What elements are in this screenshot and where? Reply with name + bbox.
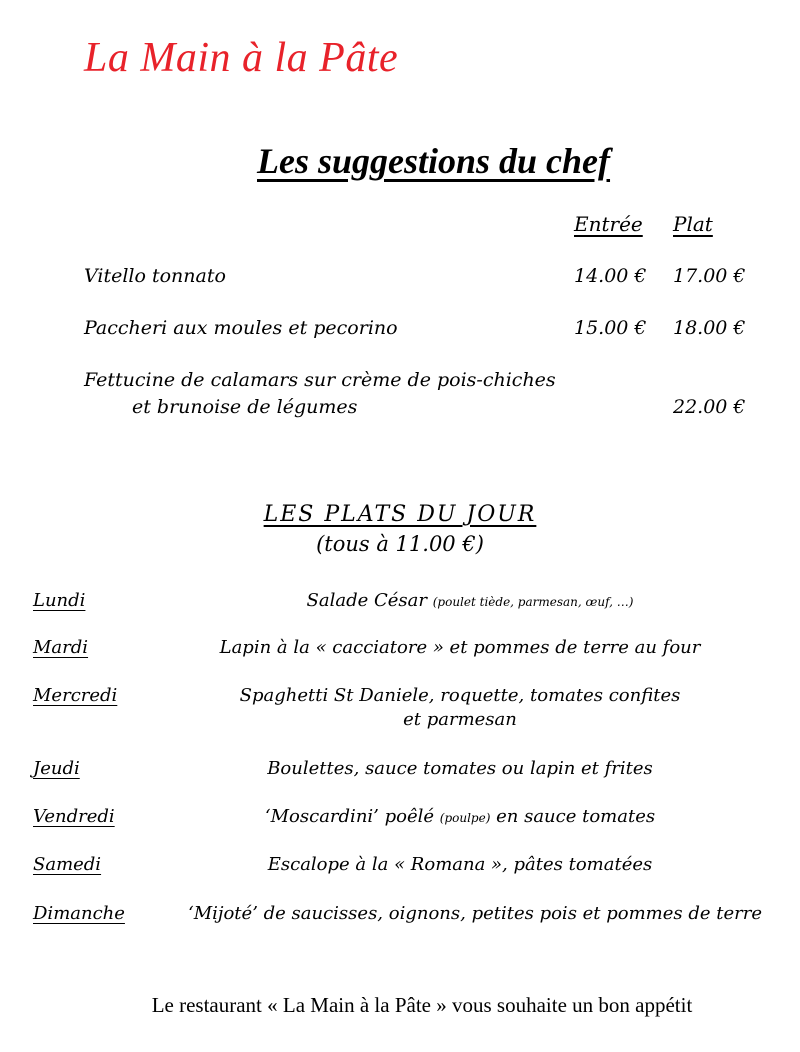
footer-message: Le restaurant « La Main à la Pâte » vous souhaite un bon appétit	[151, 993, 693, 1017]
day-dish-text: Salade César	[306, 590, 427, 611]
day-dish	[150, 590, 790, 611]
day-dish: Escalope à la « Romana », pâtes tomatées	[267, 854, 653, 875]
day-label: Mercredi	[33, 685, 118, 706]
chef-dish-name: Vitello tonnato	[84, 265, 226, 287]
day-label: Mardi	[33, 637, 89, 658]
chef-dish-name: Fettucine de calamars sur crème de pois-chiches	[84, 369, 556, 391]
day-label: Dimanche	[33, 903, 125, 924]
day-dish: Boulettes, sauce tomates ou lapin et frites	[267, 758, 653, 779]
column-header-entree: Entrée	[574, 212, 643, 236]
chef-suggestions-title: Les suggestions du chef	[257, 141, 611, 181]
day-dish: Lapin à la « cacciatore » et pommes de terre au four	[219, 637, 701, 658]
day-dish-note: (poulpe)	[439, 811, 491, 825]
day-label: Samedi	[33, 854, 102, 875]
day-label: Vendredi	[33, 806, 115, 827]
day-dish-line2: et parmesan	[403, 709, 517, 730]
restaurant-name: La Main à la Pâte	[84, 35, 399, 81]
day-label: Lundi	[33, 590, 86, 611]
chef-dish-entree-price: 14.00 €	[574, 265, 647, 287]
day-dish-text: ‘Moscardini’ poêlé	[264, 806, 435, 827]
day-dish: Spaghetti St Daniele, roquette, tomates confites	[239, 685, 681, 706]
day-dish-note: (poulet tiède, parmesan, œuf, …)	[432, 595, 634, 609]
day-dish: ‘Mijoté’ de saucisses, oignons, petites pois et pommes de terre	[187, 903, 763, 924]
chef-dish-plat-price: 17.00 €	[673, 265, 746, 287]
chef-dish-plat-price: 18.00 €	[673, 317, 746, 339]
day-dish-text-end: en sauce tomates	[496, 806, 656, 827]
chef-dish-name-line2: et brunoise de légumes	[132, 396, 358, 418]
plats-du-jour-subtitle: (tous à 11.00 €)	[316, 532, 484, 556]
chef-dish-entree-price: 15.00 €	[574, 317, 647, 339]
chef-dish-plat-price: 22.00 €	[673, 396, 746, 418]
day-dish	[130, 806, 790, 827]
column-header-plat: Plat	[673, 212, 713, 236]
chef-dish-name: Paccheri aux moules et pecorino	[84, 317, 398, 339]
plats-du-jour-title: LES PLATS DU JOUR	[263, 502, 537, 527]
day-label: Jeudi	[33, 758, 80, 779]
